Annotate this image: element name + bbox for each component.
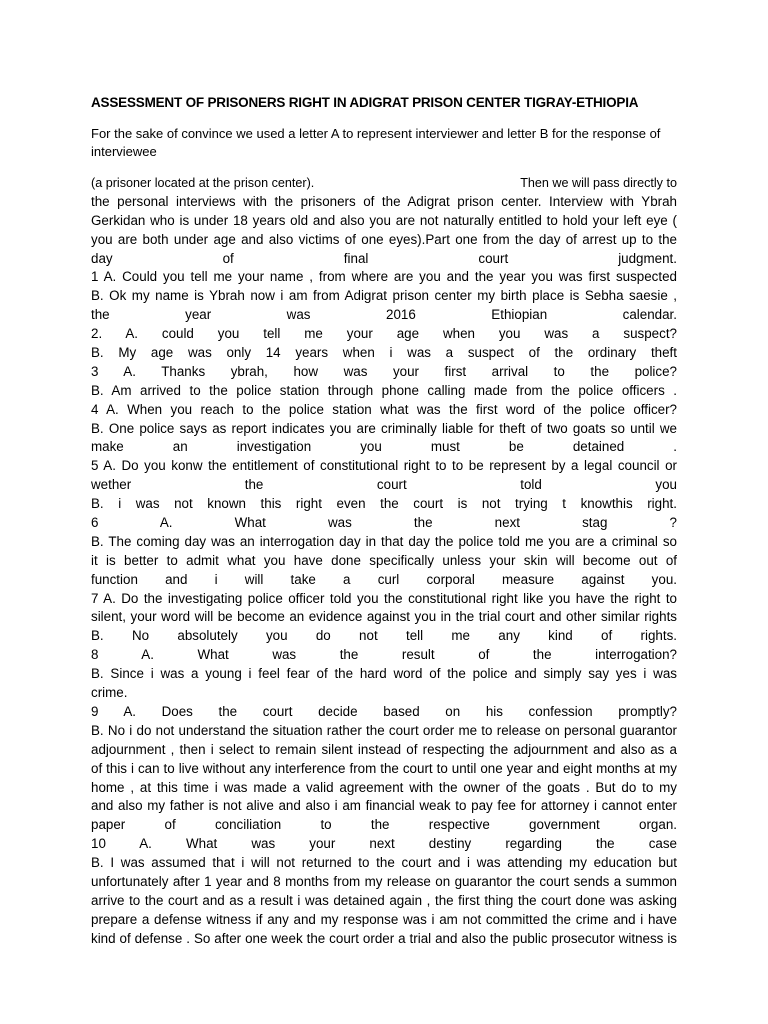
text-line: and also my father is not alive and also i am financial weak to pay fee for attorney i cannot enter (91, 798, 677, 814)
text-line: B. Since i was a young i feel fear of the hard word of the police and simply say yes i was (91, 666, 677, 682)
text-line: you are both under age and also victims of one eyes).Part one from the day of arrest up to the (91, 231, 677, 247)
document-title: ASSESSMENT OF PRISONERS RIGHT IN ADIGRAT PRISON CENTER TIGRAY-ETHIOPIA (91, 95, 639, 110)
text-line: B. i was not known this right even the court is not trying t knowthis right. (91, 496, 677, 512)
text-line: arrive to the court and as a result i was detained again , the first thing the court done was asking (91, 892, 677, 908)
text-line: function and i will take a curl corporal measure against you. (91, 571, 677, 587)
text-line: prepare a defense witness if any and my response was i am not committed the crime and i have (91, 911, 677, 927)
text-line: 3 A. Thanks ybrah, how was your first arrival to the police? (91, 363, 677, 379)
intro-paragraph: For the sake of convince we used a letter A to represent interviewer and letter B for the response of interviewee (91, 126, 661, 159)
text-line: make an investigation you must be detained . (91, 439, 677, 455)
text-line: B. No absolutely you do not tell me any kind of rights. (91, 628, 677, 644)
text-line: of this i can to live without any interference from the court to until one year and eight months at my (91, 760, 677, 776)
text-line: 4 A. When you reach to the police station what was the first word of the police officer? (91, 401, 677, 417)
text-line: the personal interviews with the prisoners of the Adigrat prison center. Interview with Ybrah (91, 193, 677, 209)
first-line-left: (a prisoner located at the prison center). (91, 176, 315, 190)
text-line: 1 A. Could you tell me your name , from where are you and the year you was first suspected (91, 269, 677, 285)
text-line: adjournment , then i select to remain silent instead of respecting the adjournment and also as a (91, 741, 677, 757)
text-line: 2. A. could you tell me your age when you was a suspect? (91, 326, 677, 342)
text-line: 7 A. Do the investigating police officer told you the constitutional right like you have the right to (91, 590, 677, 606)
text-line: Gerkidan who is under 18 years old and also you are not naturally entitled to hold your left eye ( (91, 212, 677, 228)
text-line: 8 A. What was the result of the interrogation? (91, 647, 677, 663)
text-line: B. The coming day was an interrogation day in that day the police told me you are a criminal so (91, 533, 677, 549)
text-line: it is better to admit what you have done specifically unless your skin will become out of (91, 552, 677, 568)
text-line (91, 174, 677, 193)
text-line: B. One police says as report indicates you are criminally liable for theft of two goats so until we (91, 420, 677, 436)
text-line: the year was 2016 Ethiopian calendar. (91, 307, 677, 323)
text-line: day of final court judgment. (91, 250, 677, 266)
text-line: 9 A. Does the court decide based on his confession promptly? (91, 703, 677, 719)
text-line: crime. (91, 685, 128, 701)
text-line: silent, your word will be become an evidence against you in the trial court and other similar rights (91, 609, 677, 625)
text-line: home , at this time i was made a valid agreement with the owner of the goats . But do to my (91, 779, 677, 795)
text-line: B. Ok my name is Ybrah now i am from Adigrat prison center my birth place is Sebha saesie , (91, 288, 677, 304)
text-line: 6 A. What was the next stag ? (91, 515, 677, 531)
text-line: wether the court told you (91, 477, 677, 493)
interview-text (91, 174, 677, 949)
text-line: B. No i do not understand the situation rather the court order me to release on personal guarantor (91, 722, 677, 738)
text-line: kind of defense . So after one week the court order a trial and also the public prosecutor witness is (91, 930, 677, 946)
text-line: B. I was assumed that i will not returned to the court and i was attending my education but (91, 855, 677, 871)
text-line: unfortunately after 1 year and 8 months from my release on guarantor the court sends a summon (91, 873, 677, 889)
text-line: 10 A. What was your next destiny regarding the case (91, 836, 677, 852)
text-line: B. My age was only 14 years when i was a suspect of the ordinary theft (91, 345, 677, 361)
text-line: B. Am arrived to the police station through phone calling made from the police officers . (91, 382, 677, 398)
text-line: paper of conciliation to the respective government organ. (91, 817, 677, 833)
first-line-right: Then we will pass directly to (520, 176, 677, 190)
text-line: 5 A. Do you konw the entitlement of constitutional right to to be represent by a legal council or (91, 458, 677, 474)
